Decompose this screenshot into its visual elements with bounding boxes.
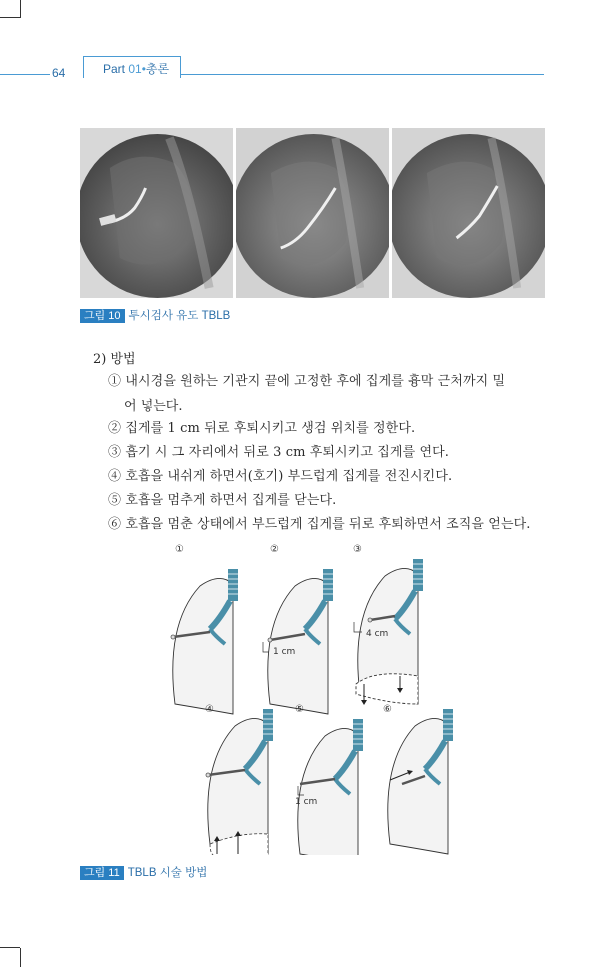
figure11-caption [80,864,207,880]
step-1-continuation: 어 넣는다. [124,399,183,414]
part-number: 01 [128,62,142,76]
diagram-label-5: ⑤ [295,704,304,715]
step-6-text: 호흡을 멈춘 상태에서 부드럽게 집게를 뒤로 후퇴하면서 조직을 얻는다. [125,517,531,532]
step-2-marker: ② [108,421,122,436]
section-heading: 2) 방법 [93,352,136,367]
diagram-label-3: ③ [353,544,362,555]
header-rule-right [181,74,544,75]
diagram-label-1: ① [175,544,184,555]
step-4 [108,467,452,487]
step-5-text: 호흡을 멈추게 하면서 집게를 닫는다. [125,493,337,508]
crop-mark-bottom-horizontal [0,947,20,948]
xray-image-1 [80,128,233,298]
step-5 [108,491,336,511]
step-5-marker: ⑤ [108,493,122,508]
figure10-images [80,128,545,298]
crop-mark-top-horizontal [0,17,20,18]
xray-image-3 [392,128,545,298]
step-1-marker: ① [108,374,122,389]
figure11-title: TBLB 시술 방법 [127,867,208,879]
step-6 [108,515,531,535]
figure11-tag: 그림 11 [80,866,124,880]
diagram-label-2: ② [270,544,279,555]
running-header [103,60,169,77]
step-3-marker: ③ [108,445,122,460]
figure10-caption [80,307,230,323]
step-2 [108,419,415,439]
figure10-title: 투시검사 유도 TBLB [128,310,231,322]
panel2-distance-label: 1 cm [273,647,296,657]
page-number: 64 [52,66,66,80]
part-prefix: Part [103,62,126,76]
header-rule-left [0,74,50,75]
tblb-diagram [165,540,465,855]
part-dot: • [141,62,146,76]
step-1-text: 내시경을 원하는 기관지 끝에 고정한 후에 집게를 흉막 근처까지 밀 [125,374,506,389]
step-3-text: 흡기 시 그 자리에서 뒤로 3 cm 후퇴시키고 집게를 연다. [125,445,450,460]
crop-mark-bottom-vertical [20,948,21,967]
step-3 [108,443,449,463]
panel3-distance-label: 4 cm [366,629,389,639]
step-1 [108,372,505,392]
step-6-marker: ⑥ [108,517,122,532]
part-title: 총론 [145,62,170,76]
diagram-label-6: ⑥ [383,704,392,715]
crop-mark-top-vertical [20,0,21,18]
xray-image-2 [236,128,389,298]
panel5-distance-label: 1 cm [295,797,318,807]
diagram-label-4: ④ [205,704,214,715]
figure10-tag: 그림 10 [80,309,125,323]
step-2-text: 집게를 1 cm 뒤로 후퇴시키고 생검 위치를 정한다. [125,421,416,436]
step-4-text: 호흡을 내쉬게 하면서(호기) 부드럽게 집게를 전진시킨다. [125,469,453,484]
step-4-marker: ④ [108,469,122,484]
